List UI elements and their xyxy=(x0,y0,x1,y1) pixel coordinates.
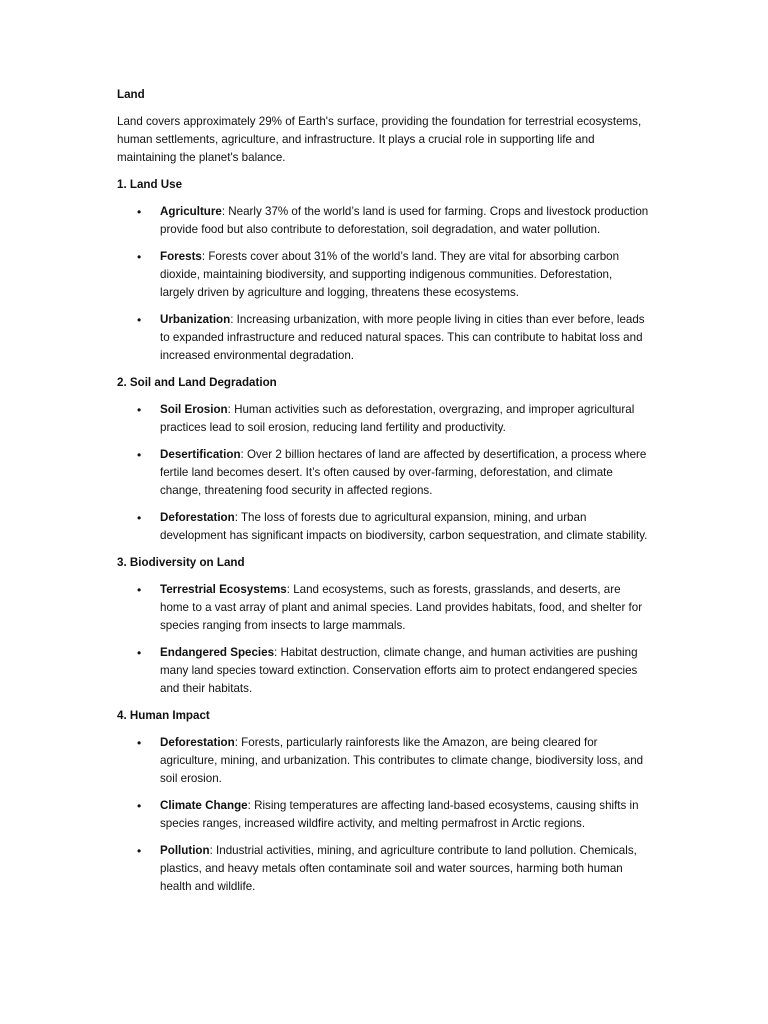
item-text: : Rising temperatures are affecting land-based ecosystems, causing shifts in species ranges, increased wildfire activity, and melting permafrost in Arctic regions. xyxy=(160,799,639,830)
section-human-impact xyxy=(117,707,649,896)
item-text: : Land ecosystems, such as forests, grasslands, and deserts, are home to a vast array of plant and animal species. Land provides habitats, food, and shelter for species ranging from insects to large mammals. xyxy=(160,583,643,632)
bullet-icon: • xyxy=(137,250,142,264)
section-soil-degradation xyxy=(117,374,649,545)
item-text: : Industrial activities, mining, and agriculture contribute to land pollution. Chemicals, plastics, and heavy metals often contaminate soil and water sources, harming both human health and wildlife. xyxy=(160,844,637,893)
list-item xyxy=(117,248,649,302)
document-page xyxy=(117,86,649,905)
item-term: Deforestation xyxy=(160,736,235,749)
item-term: Soil Erosion xyxy=(160,403,228,416)
section-heading: 3. Biodiversity on Land xyxy=(117,556,245,569)
item-text: : Forests cover about 31% of the world’s land. They are vital for absorbing carbon dioxide, maintaining biodiversity, and supporting indigenous communities. Deforestation, largely driven by agriculture and logging, threatens these ecosystems. xyxy=(160,250,620,299)
item-text: : Human activities such as deforestation, overgrazing, and improper agricultural practices lead to soil erosion, reducing land fertility and productivity. xyxy=(160,403,635,434)
list-item xyxy=(117,842,649,896)
list-item xyxy=(117,401,649,437)
section-heading: 2. Soil and Land Degradation xyxy=(117,376,277,389)
item-text: : Forests, particularly rainforests like the Amazon, are being cleared for agriculture, mining, and urbanization. This contributes to climate change, biodiversity loss, and soil erosion. xyxy=(160,736,644,785)
item-term: Forests xyxy=(160,250,202,263)
list-item xyxy=(117,509,649,545)
bullet-icon: • xyxy=(137,448,142,462)
bullet-list xyxy=(117,734,649,896)
item-term: Deforestation xyxy=(160,511,235,524)
list-item xyxy=(117,311,649,365)
item-term: Desertification xyxy=(160,448,241,461)
bullet-icon: • xyxy=(137,736,142,750)
list-item xyxy=(117,203,649,239)
bullet-icon: • xyxy=(137,799,142,813)
item-term: Agriculture xyxy=(160,205,222,218)
intro-paragraph: Land covers approximately 29% of Earth's surface, providing the foundation for terrestrial ecosystems, human settlements, agriculture, and infrastructure. It plays a crucial role in supporting life and maintaining the planet's balance. xyxy=(117,115,642,164)
bullet-icon: • xyxy=(137,844,142,858)
list-item xyxy=(117,446,649,500)
document-title: Land xyxy=(117,88,145,101)
bullet-icon: • xyxy=(137,313,142,327)
item-text: : Over 2 billion hectares of land are affected by desertification, a process where fertile land becomes desert. It’s often caused by over-farming, deforestation, and climate change, threatening food security in affected regions. xyxy=(160,448,647,497)
list-item xyxy=(117,797,649,833)
bullet-icon: • xyxy=(137,646,142,660)
item-term: Climate Change xyxy=(160,799,248,812)
bullet-icon: • xyxy=(137,205,142,219)
bullet-icon: • xyxy=(137,403,142,417)
bullet-icon: • xyxy=(137,583,142,597)
item-term: Pollution xyxy=(160,844,210,857)
section-heading: 4. Human Impact xyxy=(117,709,210,722)
list-item xyxy=(117,734,649,788)
list-item xyxy=(117,644,649,698)
item-text: : Habitat destruction, climate change, and human activities are pushing many land species toward extinction. Conservation efforts aim to protect endangered species and their habitats. xyxy=(160,646,638,695)
item-term: Urbanization xyxy=(160,313,231,326)
section-heading: 1. Land Use xyxy=(117,178,183,191)
item-text: : The loss of forests due to agricultural expansion, mining, and urban development has significant impacts on biodiversity, carbon sequestration, and climate stability. xyxy=(160,511,648,542)
list-item xyxy=(117,581,649,635)
item-term: Terrestrial Ecosystems xyxy=(160,583,287,596)
bullet-list xyxy=(117,203,649,365)
item-text: : Increasing urbanization, with more people living in cities than ever before, leads to expanded infrastructure and reduced natural spaces. This can contribute to habitat loss and increased environmental degradation. xyxy=(160,313,645,362)
item-text: : Nearly 37% of the world’s land is used for farming. Crops and livestock production provide food but also contribute to deforestation, soil degradation, and water pollution. xyxy=(160,205,649,236)
item-term: Endangered Species xyxy=(160,646,275,659)
bullet-list xyxy=(117,581,649,698)
bullet-icon: • xyxy=(137,511,142,525)
section-biodiversity xyxy=(117,554,649,698)
section-land-use xyxy=(117,176,649,365)
bullet-list xyxy=(117,401,649,545)
